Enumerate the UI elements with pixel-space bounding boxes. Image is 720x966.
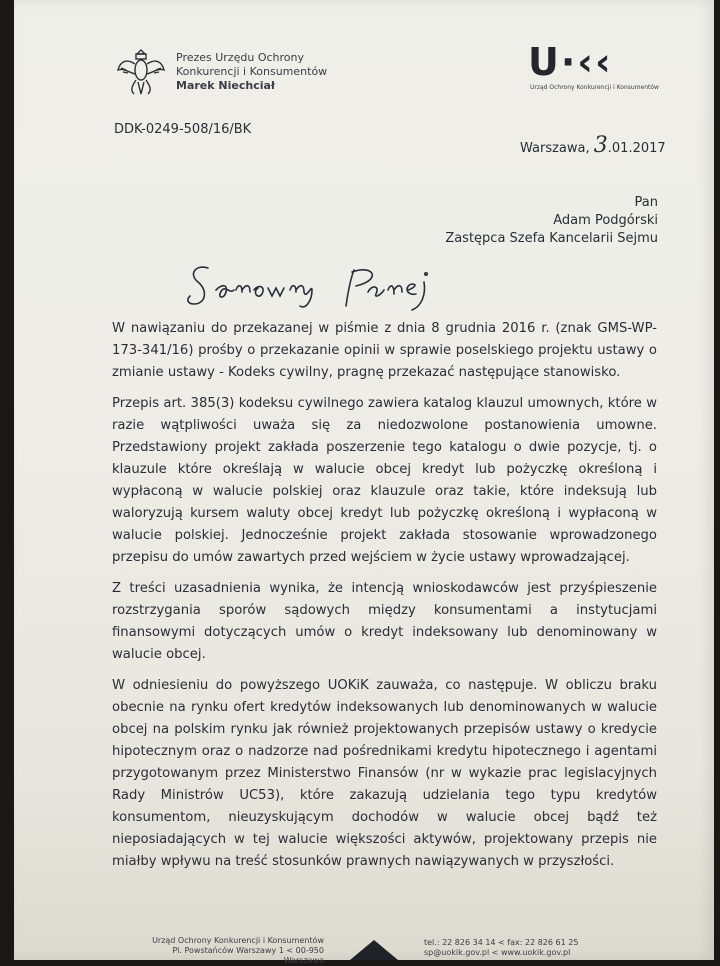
footer-phone-fax: tel.: 22 826 34 14 < fax: 22 826 61 25 [424, 938, 579, 947]
footer-email-web: sp@uokik.gov.pl < www.uokik.gov.pl [424, 948, 571, 957]
letter-body [112, 318, 657, 882]
date-month-year: .01.2017 [607, 141, 666, 156]
addressee-position: Zastępca Szefa Kancelarii Sejmu [445, 231, 658, 246]
body-paragraph-1: W nawiązaniu do przekazanej w piśmie z dnia 8 grudnia 2016 r. (znak GMS-WP-173-341/16) prośby o przekazanie opinii w sprawie poselskiego projektu ustawy o zmianie ustawy - Kodeks cywilny, pragnę przekazać następujące stanowisko. [112, 321, 657, 380]
addressee-name: Adam Podgórski [553, 213, 658, 228]
body-paragraph-4: W odniesieniu do powyższego UOKiK zauważa, co następuje. W obliczu braku obecnie na rynku ofert kredytów indeksowanych lub denominowanych w walucie obcej na polskim rynku jak również projektowanych przepisów ustawy o kredycie hipotecznym oraz o nadzorze nad pośrednikami kredytu hipotecznego i agentami przygotowanym przez Ministerstwo Finansów (nr w wykazie prac legislacyjnych Rady Ministrów UC53), które zakazują udzielania tego typu kredytów konsumentom, nieuzyskującym dochodów w walucie obcej bądź też nieposiadających w tej walucie większości aktywów, projektowany przepis nie miałby wpływu na treść stosunków prawnych nawiązywanych w przyszłości. [112, 678, 657, 869]
body-paragraph-2: Przepis art. 385(3) kodeksu cywilnego zawiera katalog klauzul umownych, które w razie wątpliwości uważa się za niedozwolone postanowienia umowne. Przedstawiony projekt zakłada poszerzenie tego katalogu o dwie pozycje, tj. o klauzule które określają w walucie obcej kredyt lub pożyczkę określoną i wypłaconą w walucie polskiej oraz klauzule oraz takie, które indeksują lub waloryzują kursem waluty obcej kredyt lub pożyczkę określoną i wypłaconą w walucie polskiej. Jednocześnie projekt zakłada stosowanie wprowadzonego przepisu do umów zawartych przed wejściem w życie ustawy wprowadzającej. [112, 396, 657, 565]
polish-eagle-emblem-icon [116, 44, 166, 98]
date-line [520, 133, 666, 158]
addressee-salutation: Pan [634, 195, 658, 210]
handwritten-greeting [186, 260, 476, 314]
addressee-block [444, 194, 658, 248]
reference-number: DDK-0249-508/16/BK [114, 122, 252, 137]
footer-contact [424, 938, 578, 958]
footer-office-name: Urząd Ochrony Konkurencji i Konsumentów [152, 936, 324, 945]
sender-title-line1: Prezes Urzędu Ochrony [176, 51, 304, 64]
uokik-logo-caption: Urząd Ochrony Konkurencji i Konsumentów [530, 84, 659, 91]
footer-street: Pl. Powstańców Warszawy 1 < 00-950 Warszawa [172, 946, 324, 965]
footer-address [144, 936, 324, 966]
letter-page [14, 0, 714, 965]
body-paragraph-3: Z treści uzasadnienia wynika, że intencją wnioskodawców jest przyśpieszenie rozstrzygania sporów sądowych między konsumentami a instytucjami finansowymi dotyczących umów o kredyt indeksowany lub denominowany w walucie obcej. [112, 581, 657, 662]
date-city: Warszawa, [520, 141, 590, 156]
sender-block [176, 51, 327, 93]
sender-name: Marek Niechciał [176, 79, 275, 92]
sender-title-line2: Konkurencji i Konsumentów [176, 65, 328, 78]
footer-triangle-icon [344, 934, 404, 960]
date-day-handwritten: 3 [593, 133, 608, 158]
uokik-logo: U·‹‹ [528, 40, 613, 84]
